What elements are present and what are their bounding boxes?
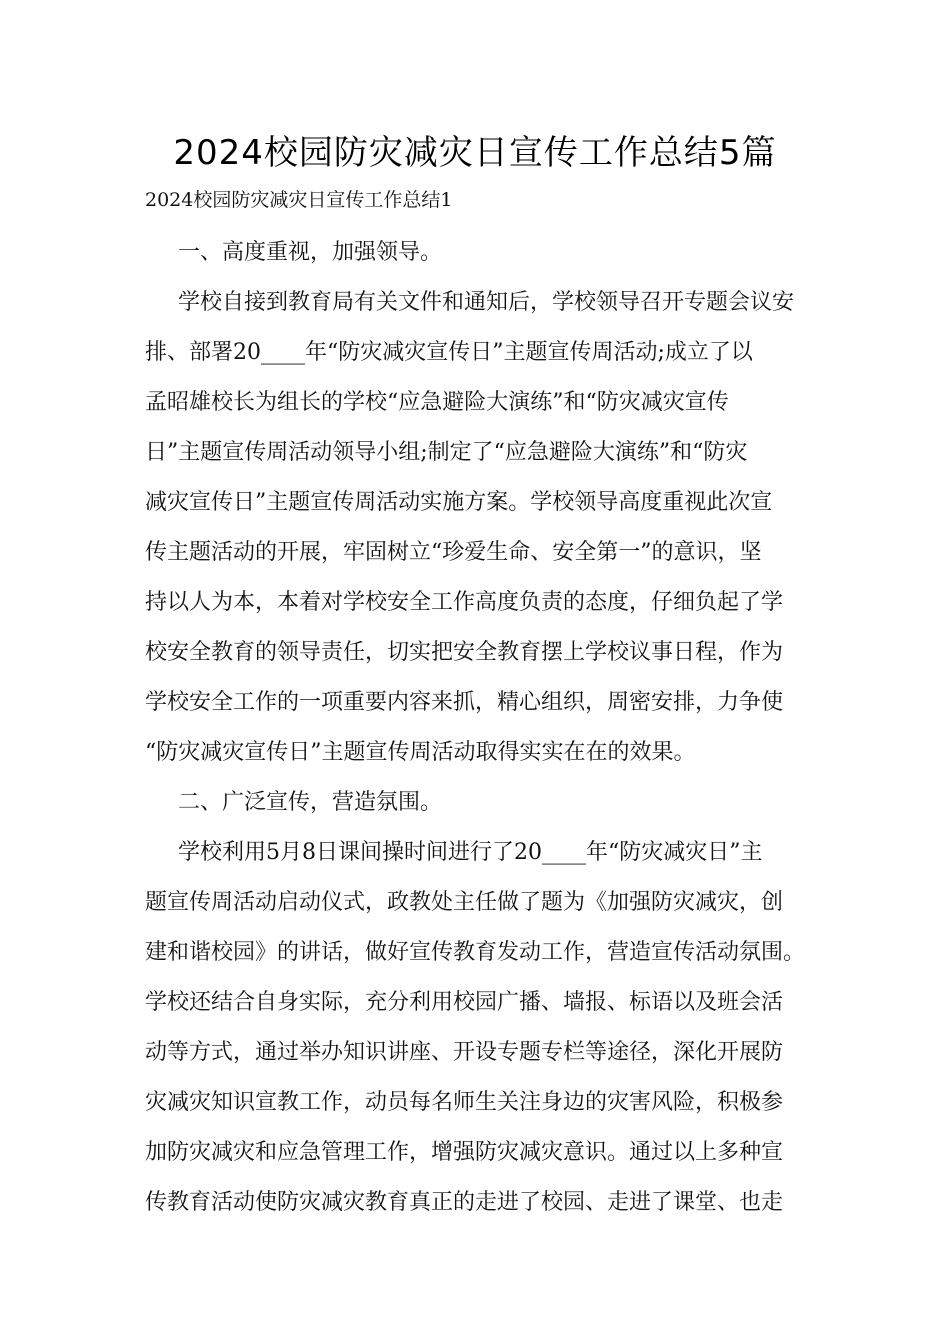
paragraph-line: 灾减灾知识宣教工作，动员每名师生关注身边的灾害风险，积极参: [145, 1090, 784, 1115]
paragraph-line: 学校还结合自身实际，充分利用校园广播、墙报、标语以及班会活: [145, 990, 784, 1015]
paragraph-line: 加防灾减灾和应急管理工作，增强防灾减灾意识。通过以上多种宣: [145, 1140, 784, 1165]
paragraph-line: 校安全教育的领导责任，切实把安全教育摆上学校议事日程，作为: [145, 640, 784, 665]
paragraph-line: 日”主题宣传周活动领导小组;制定了“应急避险大演练”和“防灾: [145, 440, 748, 465]
section-heading: 二、广泛宣传，营造氛围。: [178, 790, 443, 815]
paragraph-line: 传教育活动使防灾减灾教育真正的走进了校园、走进了课堂、也走: [145, 1190, 784, 1215]
paragraph-line: 动等方式，通过举办知识讲座、开设专题专栏等途径，深化开展防: [145, 1040, 784, 1065]
paragraph-line: 建和谐校园》的讲话，做好宣传教育发动工作，营造宣传活动氛围。: [145, 940, 806, 965]
paragraph-line: 减灾宣传日”主题宣传周活动实施方案。学校领导高度重视此次宣: [145, 490, 773, 515]
paragraph-line: 排、部署20____年“防灾减灾宣传日”主题宣传周活动;成立了以: [145, 340, 753, 365]
paragraph-line: 学校利用5月8日课间操时间进行了20____年“防灾减灾日”主: [178, 840, 763, 865]
document-title: 2024校园防灾减灾日宣传工作总结5篇: [173, 133, 777, 173]
document-body: [145, 228, 815, 1228]
document-subtitle: 2024校园防灾减灾日宣传工作总结1: [145, 189, 453, 211]
paragraph-line: 传主题活动的开展，牢固树立“珍爱生命、安全第一”的意识，坚: [145, 540, 762, 565]
paragraph-line: 题宣传周活动启动仪式，政教处主任做了题为《加强防灾减灾，创: [145, 890, 784, 915]
paragraph-line: 学校安全工作的一项重要内容来抓，精心组织，周密安排，力争使: [145, 690, 784, 715]
paragraph-line: “防灾减灾宣传日”主题宣传周活动取得实实在在的效果。: [145, 740, 696, 765]
paragraph-line: 孟昭雄校长为组长的学校“应急避险大演练”和“防灾减灾宣传: [145, 390, 729, 415]
paragraph-line: 持以人为本，本着对学校安全工作高度负责的态度，仔细负起了学: [145, 590, 784, 615]
paragraph-line: 学校自接到教育局有关文件和通知后，学校领导召开专题会议安: [178, 290, 795, 315]
section-heading: 一、高度重视，加强领导。: [178, 240, 443, 265]
